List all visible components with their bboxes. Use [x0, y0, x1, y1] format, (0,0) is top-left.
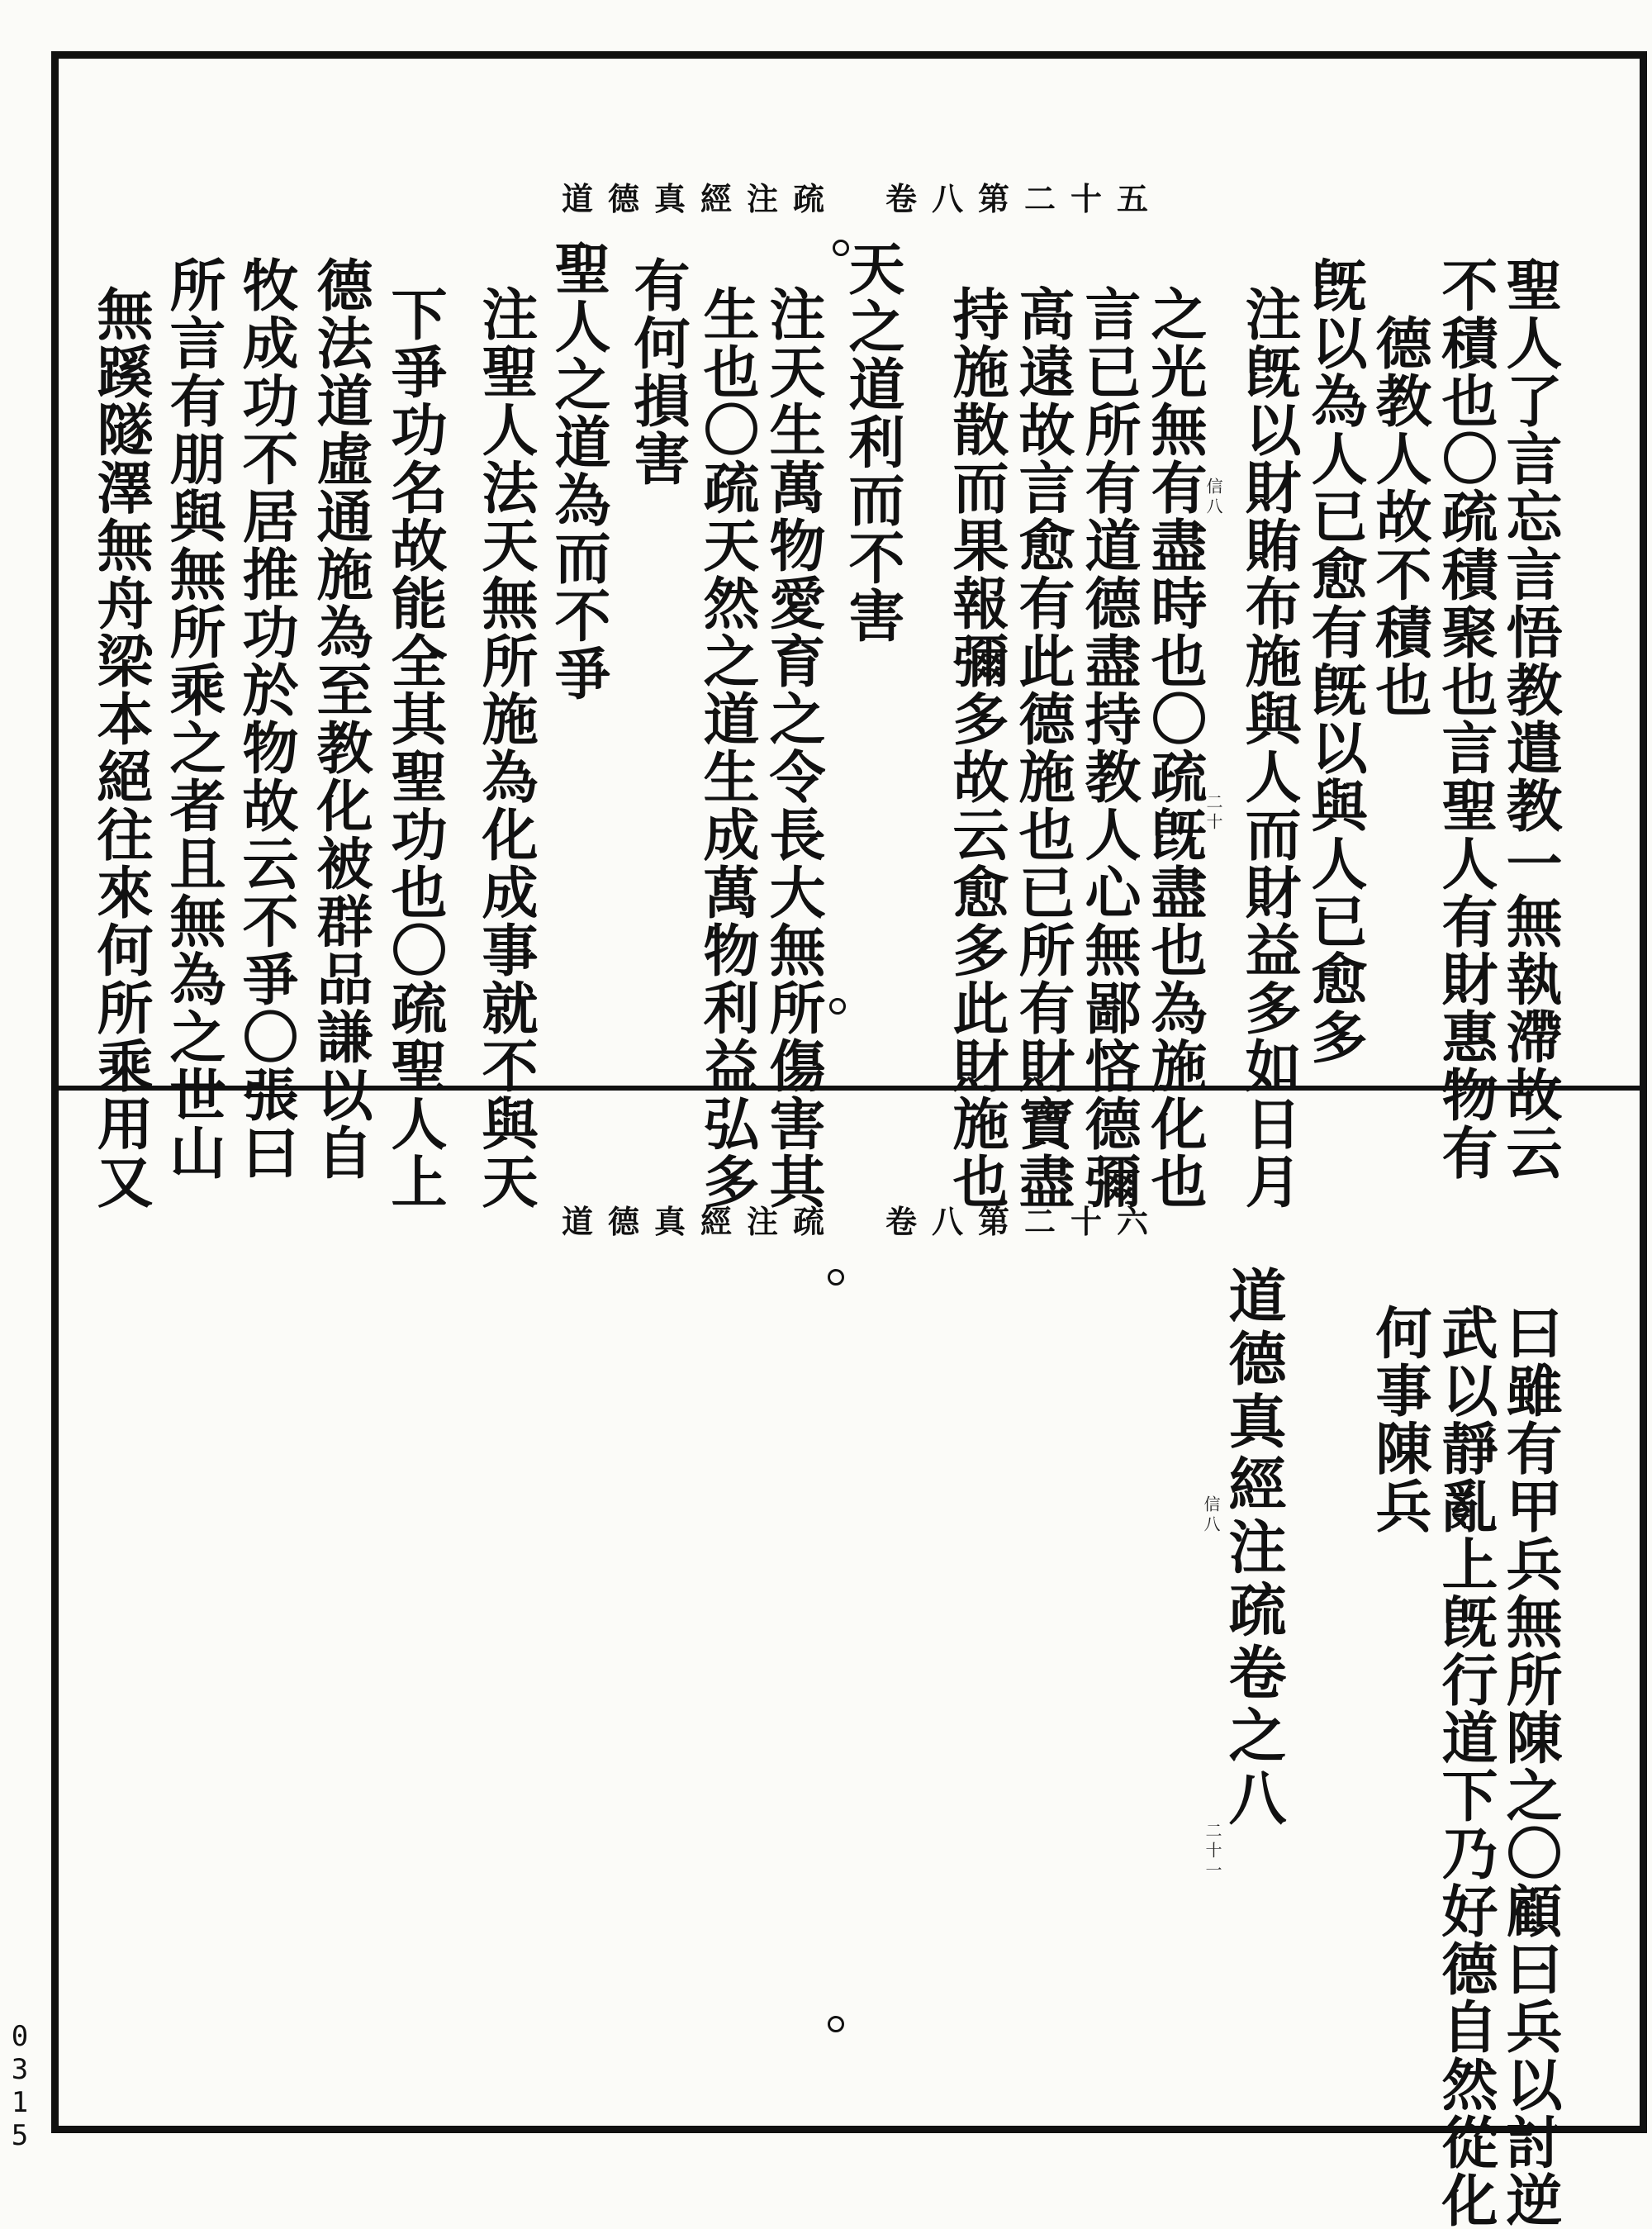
upper-text-column-15: 注聖人法天無所施為化成事就不與天	[472, 285, 539, 1210]
upper-text-column-16: 下爭功名故能全其聖功也〇疏聖人上	[382, 285, 448, 1210]
upper-text-column-9: 持施散而果報彌多故云愈多此財施也	[943, 285, 1009, 1210]
upper-text-column-4: 旣以為人已愈有旣以與人已愈多	[1302, 256, 1368, 1066]
upper-text-column-3: 德教人故不積也	[1366, 314, 1432, 719]
upper-text-column-14: 聖人之道為而不爭	[545, 240, 611, 702]
upper-text-column-13: 有何損害	[624, 256, 691, 487]
lower-text-column-2: 武以靜亂上旣行道下乃好德自然從化	[1432, 1304, 1498, 2229]
end-of-chapter-title: 道德真經注疏卷之八	[1219, 1266, 1288, 1831]
upper-text-column-10: 天之道利而不害	[839, 240, 905, 644]
lower-leaf-mark: 信八	[1201, 1495, 1221, 1535]
circle-marker	[833, 240, 849, 256]
upper-text-column-12: 生也〇疏天然之道生成萬物利益弘多	[694, 285, 760, 1210]
upper-leaf-mark: 信八	[1203, 478, 1223, 517]
upper-text-column-20: 無蹊隧澤無舟梁本絕往來何所乘用又	[88, 285, 154, 1210]
lower-text-column-1: 曰雖有甲兵無所陳之〇顧曰兵以討逆	[1497, 1304, 1563, 2229]
upper-text-column-1: 聖人了言忘言悟教遣教一無執滯故云	[1497, 256, 1563, 1181]
upper-text-column-17: 德法道虛通施為至教化被群品謙以自	[307, 256, 373, 1181]
circle-marker	[828, 2016, 844, 2032]
circle-marker	[828, 1269, 844, 1286]
upper-text-column-2: 不積也〇疏積聚也言聖人有財惠物有	[1432, 256, 1498, 1181]
lower-running-header: 道德真經注疏 卷八第二十六	[562, 1203, 1164, 1240]
page-number: 0315	[3, 2020, 36, 2152]
upper-text-column-5: 注旣以財賄布施與人而財益多如日月	[1236, 285, 1302, 1210]
upper-text-column-8: 高遠故言愈有此德施也已所有財寶盡	[1009, 285, 1075, 1210]
upper-text-column-6: 之光無有盡時也〇疏旣盡也為施化也	[1142, 285, 1208, 1210]
upper-text-column-19: 所言有朋與無所乘之者且無為之世山	[160, 256, 226, 1181]
lower-text-column-3: 何事陳兵	[1366, 1304, 1432, 1535]
lower-page-mark: 二十一	[1203, 1822, 1222, 1881]
upper-text-column-18: 牧成功不居推功於物故云不爭〇張曰	[233, 256, 299, 1181]
upper-text-column-7: 言已所有道德盡持教人心無鄙悋德彌	[1075, 285, 1142, 1210]
upper-page-mark: 二十	[1203, 793, 1223, 833]
upper-running-header: 道德真經注疏 卷八第二十五	[562, 180, 1164, 217]
circle-marker	[829, 998, 846, 1015]
upper-text-column-11: 注天生萬物愛育之令長大無所傷害其	[760, 285, 826, 1210]
